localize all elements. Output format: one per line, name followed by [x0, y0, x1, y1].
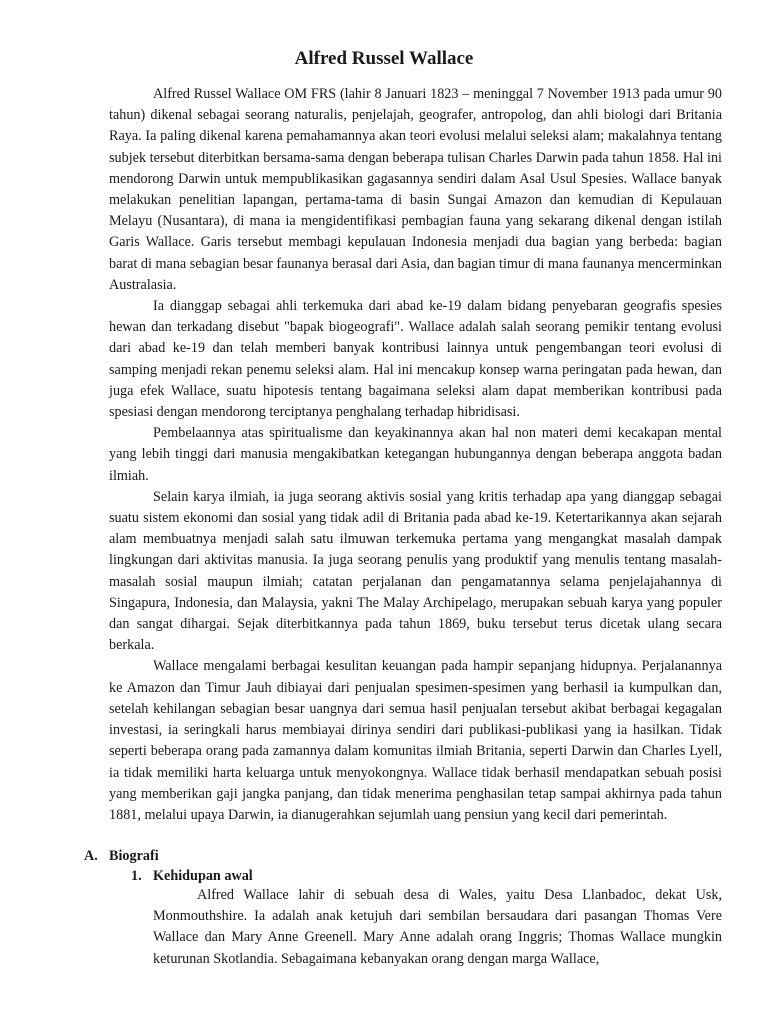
- paragraph-finances: Wallace mengalami berbagai kesulitan keuangan pada hampir sepanjang hidupnya. Perjalanannya ke Amazon dan Timur Jauh dibiayai dari penjualan spesimen-spesimen yang berhasil ia kumpulkan dan, setelah kehilangan sebagian besar uangnya dari semua hasil penjualan tersebut akibat berbagai kegagalan investasi, ia seringkali harus membiayai dirinya sendiri dari publikasi-publikasi yang ia hasilkan. Tidak seperti beberapa orang pada zamannya dalam komunitas ilmiah Britania, seperti Darwin dan Charles Lyell, ia tidak memiliki harta keluarga untuk menyokongnya. Wallace tidak berhasil mendapatkan sebuah posisi yang memberikan gaji jangka panjang, dan tidak menerima penghasilan tetap sampai akhirnya pada tahun 1881, melalui upaya Darwin, ia dianugerahkan sejumlah uang pensiun yang kecil dari pemerintah.: [109, 658, 722, 823]
- section-number: A.: [84, 848, 98, 864]
- subsection-number: 1.: [131, 868, 142, 884]
- section-label: Biografi: [109, 848, 159, 864]
- paragraph-early-life: Alfred Wallace lahir di sebuah desa di Wales, yaitu Desa Llanbadoc, dekat Usk, Monmouthshire. Ia adalah anak ketujuh dari sembilan bersaudara dari pasangan Thomas Vere Wallace dan Mary Anne Greenell. Mary Anne adalah orang Inggris; Thomas Wallace mungkin keturunan Skotlandia. Sebagaimana kebanyakan orang dengan marga Wallace,: [153, 887, 722, 967]
- subsection-label: Kehidupan awal: [153, 868, 253, 884]
- document-body: [109, 84, 722, 826]
- subsection-heading-kehidupan-awal: [131, 866, 253, 886]
- paragraph-spiritualism: Pembelaannya atas spiritualisme dan keyakinannya akan hal non materi demi kecakapan mental yang lebih tinggi dari manusia mengakibatkan ketegangan hubungannya dengan beberapa anggota badan ilmiah.: [109, 425, 722, 484]
- section-heading-biografi: [84, 846, 159, 866]
- paragraph-biogeography: Ia dianggap sebagai ahli terkemuka dari abad ke-19 dalam bidang penyebaran geografis spesies hewan dan terkadang disebut "bapak biogeografi". Wallace adalah salah seorang pemikir tentang evolusi dari abad ke-19 dan telah memberi banyak kontribusi lainnya untuk pengembangan teori evolusi di samping menjadi rekan penemu seleksi alam. Hal ini mencakup konsep warna peringatan pada hewan, dan juga efek Wallace, suatu hipotesis tentang bagaimana seleksi alam dapat memberikan kontribusi pada spesiasi dengan mendorong terciptanya penghalang terhadap hibridisasi.: [109, 298, 722, 421]
- subsection-body: [153, 885, 722, 970]
- paragraph-intro: Alfred Russel Wallace OM FRS (lahir 8 Januari 1823 – meninggal 7 November 1913 pada umur 90 tahun) dikenal sebagai seorang naturalis, penjelajah, geografer, antropolog, dan ahli biologi dari Britania Raya. Ia paling dikenal karena pemahamannya akan teori evolusi melalui seleksi alam; makalahnya tentang subjek tersebut diterbitkan bersama-sama dengan beberapa tulisan Charles Darwin pada tahun 1858. Hal ini mendorong Darwin untuk mempublikasikan gagasannya sendiri dalam Asal Usul Spesies. Wallace banyak melakukan penelitian lapangan, pertama-tama di basin Sungai Amazon dan kemudian di Kepulauan Melayu (Nusantara), di mana ia mengidentifikasi pembagian fauna yang sekarang dikenal dengan istilah Garis Wallace. Garis tersebut membagi kepulauan Indonesia menjadi dua bagian yang berbeda: bagian barat di mana sebagian besar faunanya berasal dari Asia, dan bagian timur di mana faunanya mencerminkan Australasia.: [109, 86, 722, 293]
- paragraph-social-activism: Selain karya ilmiah, ia juga seorang aktivis sosial yang kritis terhadap apa yang dianggap sebagai suatu sistem ekonomi dan sosial yang tidak adil di Britania pada abad ke-19. Ketertarikannya akan sejarah alam membuatnya menjadi salah satu ilmuwan terkemuka pertama yang mengangkat masalah dampak lingkungan dari aktivitas manusia. Ia juga seorang penulis yang produktif yang menulis tentang masalah-masalah sosial maupun ilmiah; catatan perjalanan dan pengamatannya selama penjelajahannya di Singapura, Indonesia, dan Malaysia, yakni The Malay Archipelago, merupakan sebuah karya yang populer dan sangat dihargai. Sejak diterbitkannya pada tahun 1869, buku tersebut terus dicetak ulang secara berkala.: [109, 488, 722, 654]
- document-title: Alfred Russel Wallace: [294, 48, 474, 69]
